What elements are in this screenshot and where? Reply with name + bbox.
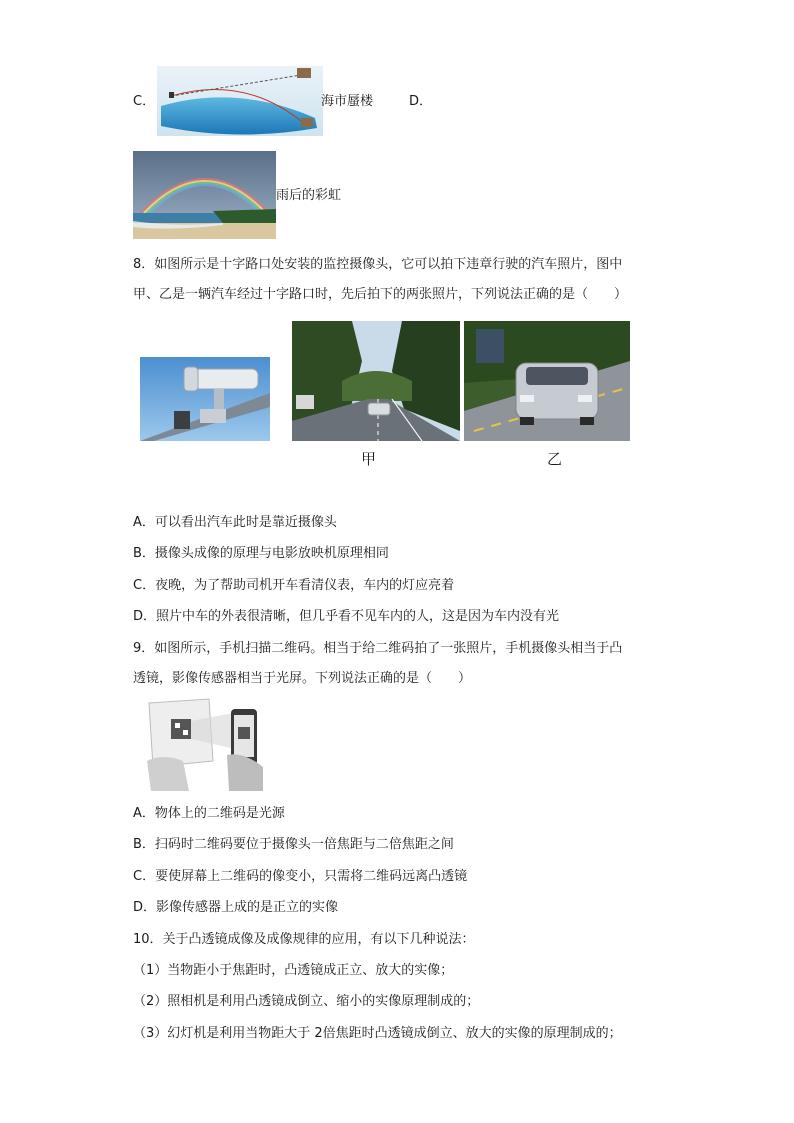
q9-stem-line2: 透镜，影像传感器相当于光屏。下列说法正确的是（ ） <box>133 671 472 686</box>
q8-stem-line1: 8．如图所示是十字路口处安装的监控摄像头，它可以拍下违章行驶的汽车照片，图中 <box>133 257 623 272</box>
q9-option-b: B．扫码时二维码要位于摄像头一倍焦距与二倍焦距之间 <box>133 837 454 852</box>
q10-item-3: （3）幻灯机是利用当物距大于 2倍焦距时凸透镜成倒立、放大的实像的原理制成的； <box>133 1026 622 1041</box>
q8-option-a: A．可以看出汽车此时是靠近摄像头 <box>133 515 337 530</box>
q8-option-b: B．摄像头成像的原理与电影放映机原理相同 <box>133 546 389 561</box>
mirage-image <box>157 66 323 136</box>
q9-option-a: A．物体上的二维码是光源 <box>133 806 285 821</box>
q9-stem-line1: 9．如图所示，手机扫描二维码。相当于给二维码拍了一张照片，手机摄像头相当于凸 <box>133 641 623 656</box>
q10-item-1: （1）当物距小于焦距时，凸透镜成正立、放大的实像； <box>133 963 454 978</box>
option-d-caption: 雨后的彩虹 <box>276 188 342 203</box>
surveillance-camera-image <box>140 357 270 441</box>
label-jia: 甲 <box>361 450 377 468</box>
qr-scan-image <box>143 697 267 791</box>
rainbow-image <box>133 151 276 239</box>
q9-option-c: C．要使屏幕上二维码的像变小，只需将二维码远离凸透镜 <box>133 869 468 884</box>
q10-stem: 10．关于凸透镜成像及成像规律的应用，有以下几种说法： <box>133 932 475 947</box>
q10-item-2: （2）照相机是利用凸透镜成倒立、缩小的实像原理制成的； <box>133 994 480 1009</box>
q8-stem-line2: 甲、乙是一辆汽车经过十字路口时，先后拍下的两张照片，下列说法正确的是（ ） <box>133 287 628 302</box>
q8-option-d: D．照片中车的外表很清晰，但几乎看不见车内的人，这是因为车内没有光 <box>133 609 560 624</box>
q8-option-c: C．夜晚，为了帮助司机开车看清仪表，车内的灯应亮着 <box>133 578 455 593</box>
q9-option-d: D．影像传感器上成的是正立的实像 <box>133 900 339 915</box>
option-c-letter: C． <box>133 94 156 109</box>
photo-yi <box>464 321 630 441</box>
option-c-caption: 海市蜃楼 <box>321 94 374 109</box>
photo-jia <box>292 321 460 441</box>
label-yi: 乙 <box>547 450 563 468</box>
option-d-letter: D． <box>409 94 433 109</box>
